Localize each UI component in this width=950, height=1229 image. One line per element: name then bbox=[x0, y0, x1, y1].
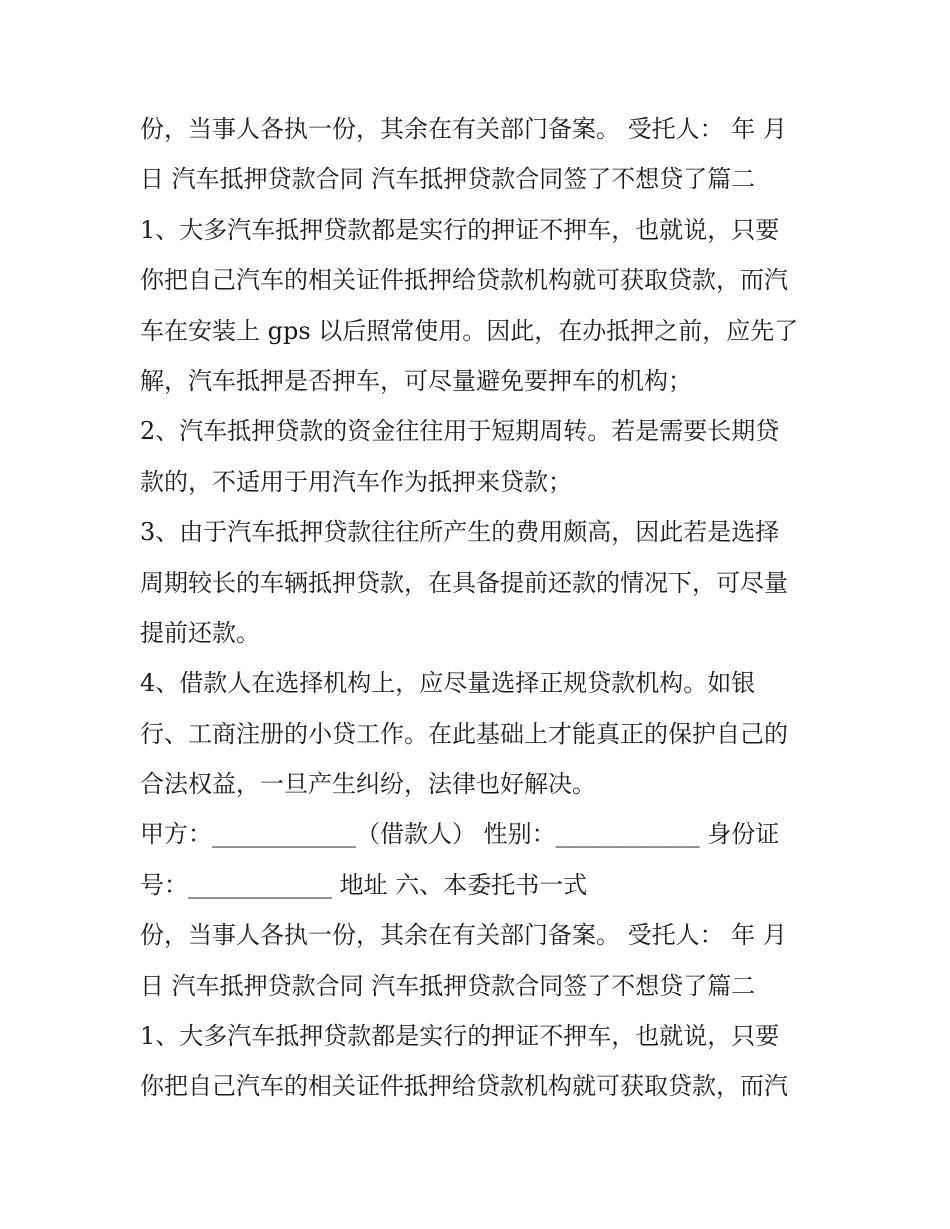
text-line: 1、大多汽车抵押贷款都是实行的押证不押车，也就说，只要 bbox=[140, 215, 780, 244]
text-line: 你把自己汽车的相关证件抵押给贷款机构就可获取贷款，而汽 bbox=[140, 266, 788, 295]
text-line: 2、汽车抵押贷款的资金往往用于短期周转。若是需要长期贷 bbox=[140, 417, 780, 446]
text-line: 周期较长的车辆抵押贷款，在具备提前还款的情况下，可尽量 bbox=[140, 568, 788, 597]
text-line: 提前还款。 bbox=[140, 618, 260, 647]
text-line: 4、借款人在选择机构上，应尽量选择正规贷款机构。如银 bbox=[140, 669, 756, 698]
text-line: 合法权益，一旦产生纠纷，法律也好解决。 bbox=[140, 770, 596, 799]
document-page bbox=[140, 104, 830, 1112]
text-line: 车在安装上 gps 以后照常使用。因此，在办抵押之前，应先了 bbox=[140, 316, 799, 345]
text-line: 日 汽车抵押贷款合同 汽车抵押贷款合同签了不想贷了篇二 bbox=[140, 971, 756, 1000]
text-line: 你把自己汽车的相关证件抵押给贷款机构就可获取贷款，而汽 bbox=[140, 1072, 788, 1101]
text-line: 份，当事人各执一份，其余在有关部门备案。 受托人： 年 月 bbox=[140, 115, 787, 143]
text-line: 甲方：____________（借款人） 性别：____________ 身份证 bbox=[140, 820, 780, 849]
text-line: 1、大多汽车抵押贷款都是实行的押证不押车，也就说，只要 bbox=[140, 1022, 780, 1051]
text-line: 3、由于汽车抵押贷款往往所产生的费用颇高，因此若是选择 bbox=[140, 518, 780, 547]
text-line: 款的，不适用于用汽车作为抵押来贷款； bbox=[140, 467, 572, 496]
text-line: 行、工商注册的小贷工作。在此基础上才能真正的保护自己的 bbox=[140, 719, 788, 748]
text-line: 日 汽车抵押贷款合同 汽车抵押贷款合同签了不想贷了篇二 bbox=[140, 165, 756, 194]
text-line: 解，汽车抵押是否押车，可尽量避免要押车的机构； bbox=[140, 366, 692, 395]
text-line: 份，当事人各执一份，其余在有关部门备案。 受托人： 年 月 bbox=[140, 921, 787, 950]
text-line: 号：____________ 地址 六、本委托书一式 bbox=[140, 870, 588, 899]
